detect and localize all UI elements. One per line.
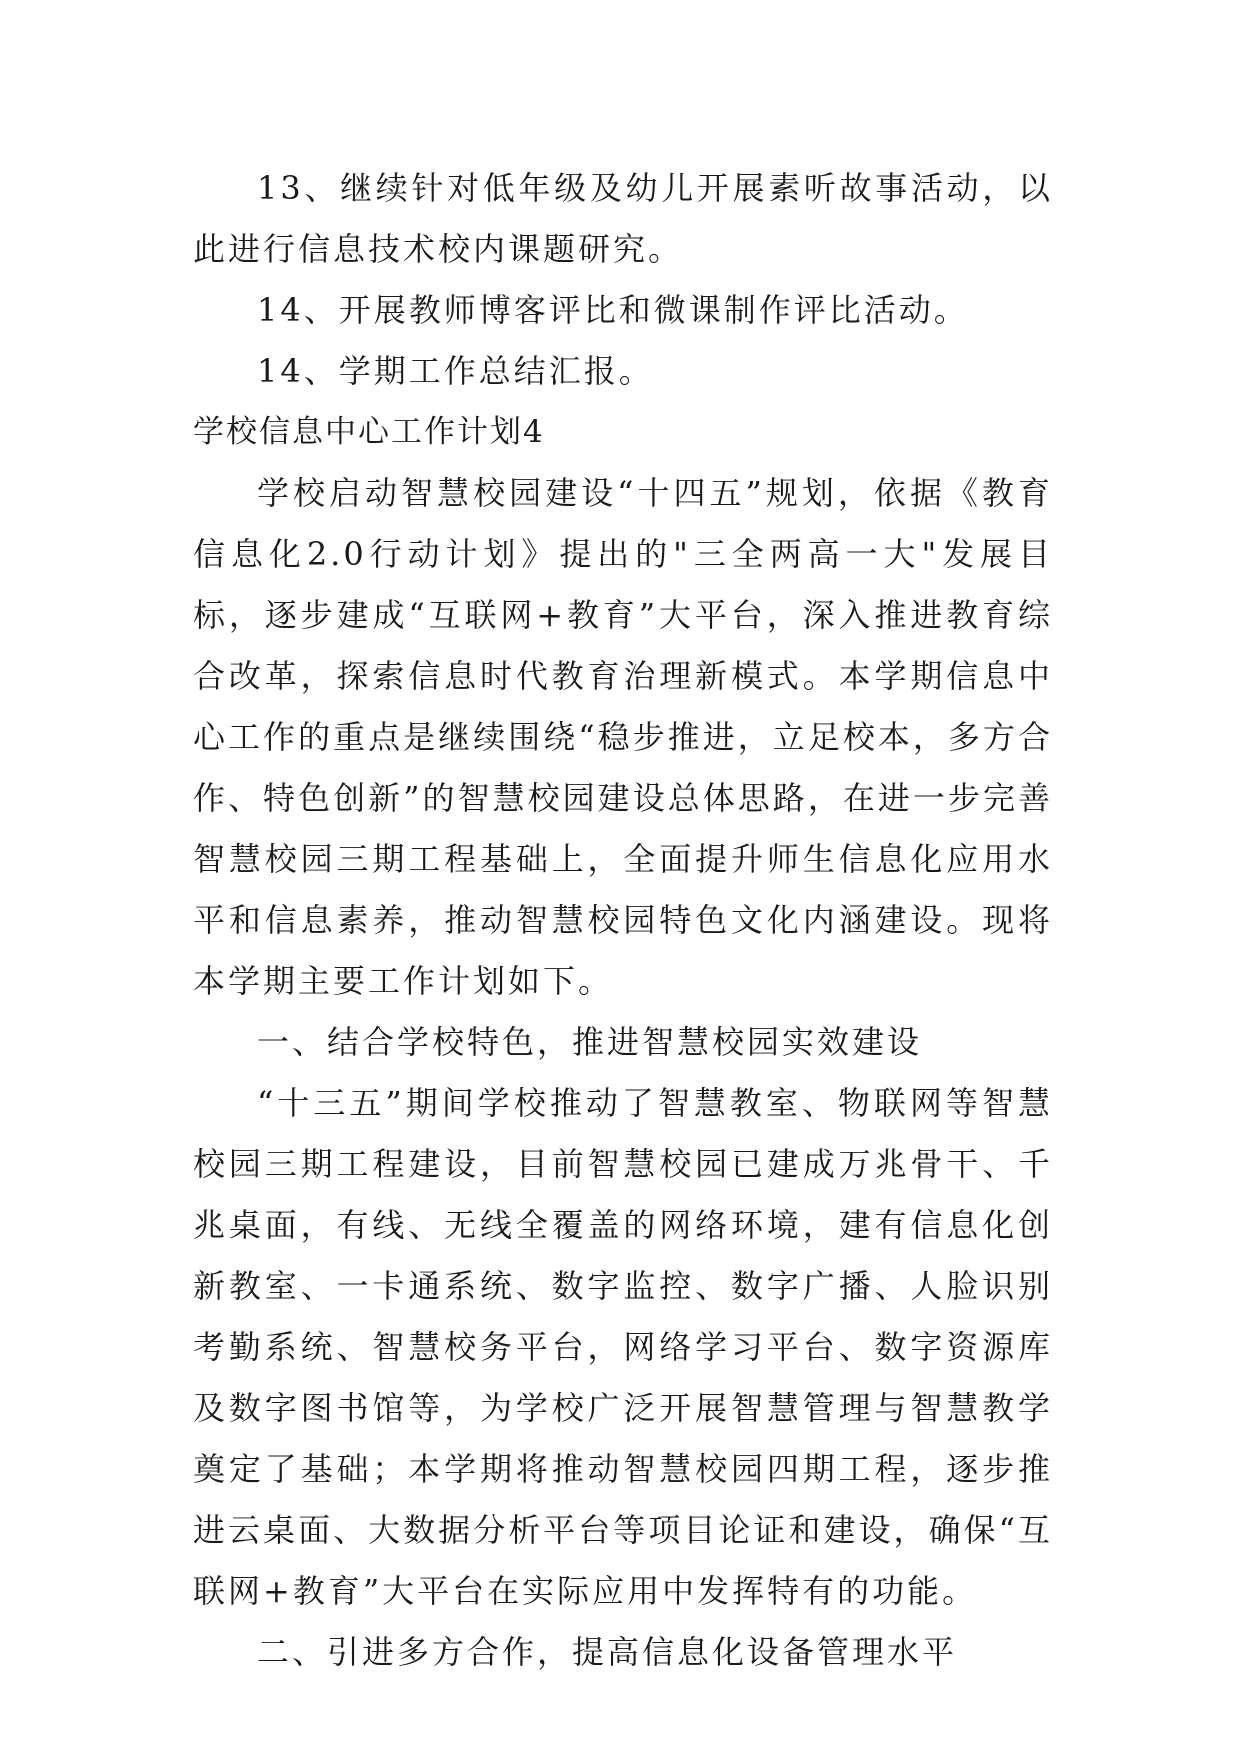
section-title: 学校信息中心工作计划4 <box>193 414 545 450</box>
paragraph-item-13: 13、继续针对低年级及幼儿开展素听故事活动，以此进行信息技术校内课题研究。 <box>193 169 1053 268</box>
heading-two: 二、引进多方合作，提高信息化设备管理水平 <box>257 1633 958 1671</box>
heading-one: 一、结合学校特色，推进智慧校园实效建设 <box>257 1023 923 1061</box>
body-paragraph-one: “十三五”期间学校推动了智慧教室、物联网等智慧校园三期工程建设，目前智慧校园已建成万兆骨干、千兆桌面，有线、无线全覆盖的网络环境，建有信息化创新教室、一卡通系统、数字监控、数字广播、人脸识别考勤系统、智慧校务平台，网络学习平台、数字资源库及数字图书馆等，为学校广泛开展智慧管理与智慧教学奠定了基础；本学期将推动智慧校园四期工程，逐步推进云桌面、大数据分析平台等项目论证和建设，确保“互联网+教育”大平台在实际应用中发挥特有的功能。 <box>193 1084 1053 1610</box>
paragraph-item-14-blog: 14、开展教师博客评比和微课制作评比活动。 <box>257 291 969 329</box>
document-body <box>193 158 1053 1683</box>
intro-paragraph: 学校启动智慧校园建设“十四五”规划，依据《教育信息化2.0行动计划》提出的"三全两高一大"发展目标，逐步建成“互联网+教育”大平台，深入推进教育综合改革，探索信息时代教育治理新模式。本学期信息中心工作的重点是继续围绕“稳步推进，立足校本，多方合作、特色创新”的智慧校园建设总体思路，在进一步完善智慧校园三期工程基础上，全面提升师生信息化应用水平和信息素养，推动智慧校园特色文化内涵建设。现将本学期主要工作计划如下。 <box>193 474 1053 1000</box>
paragraph-item-14-summary: 14、学期工作总结汇报。 <box>257 352 654 390</box>
